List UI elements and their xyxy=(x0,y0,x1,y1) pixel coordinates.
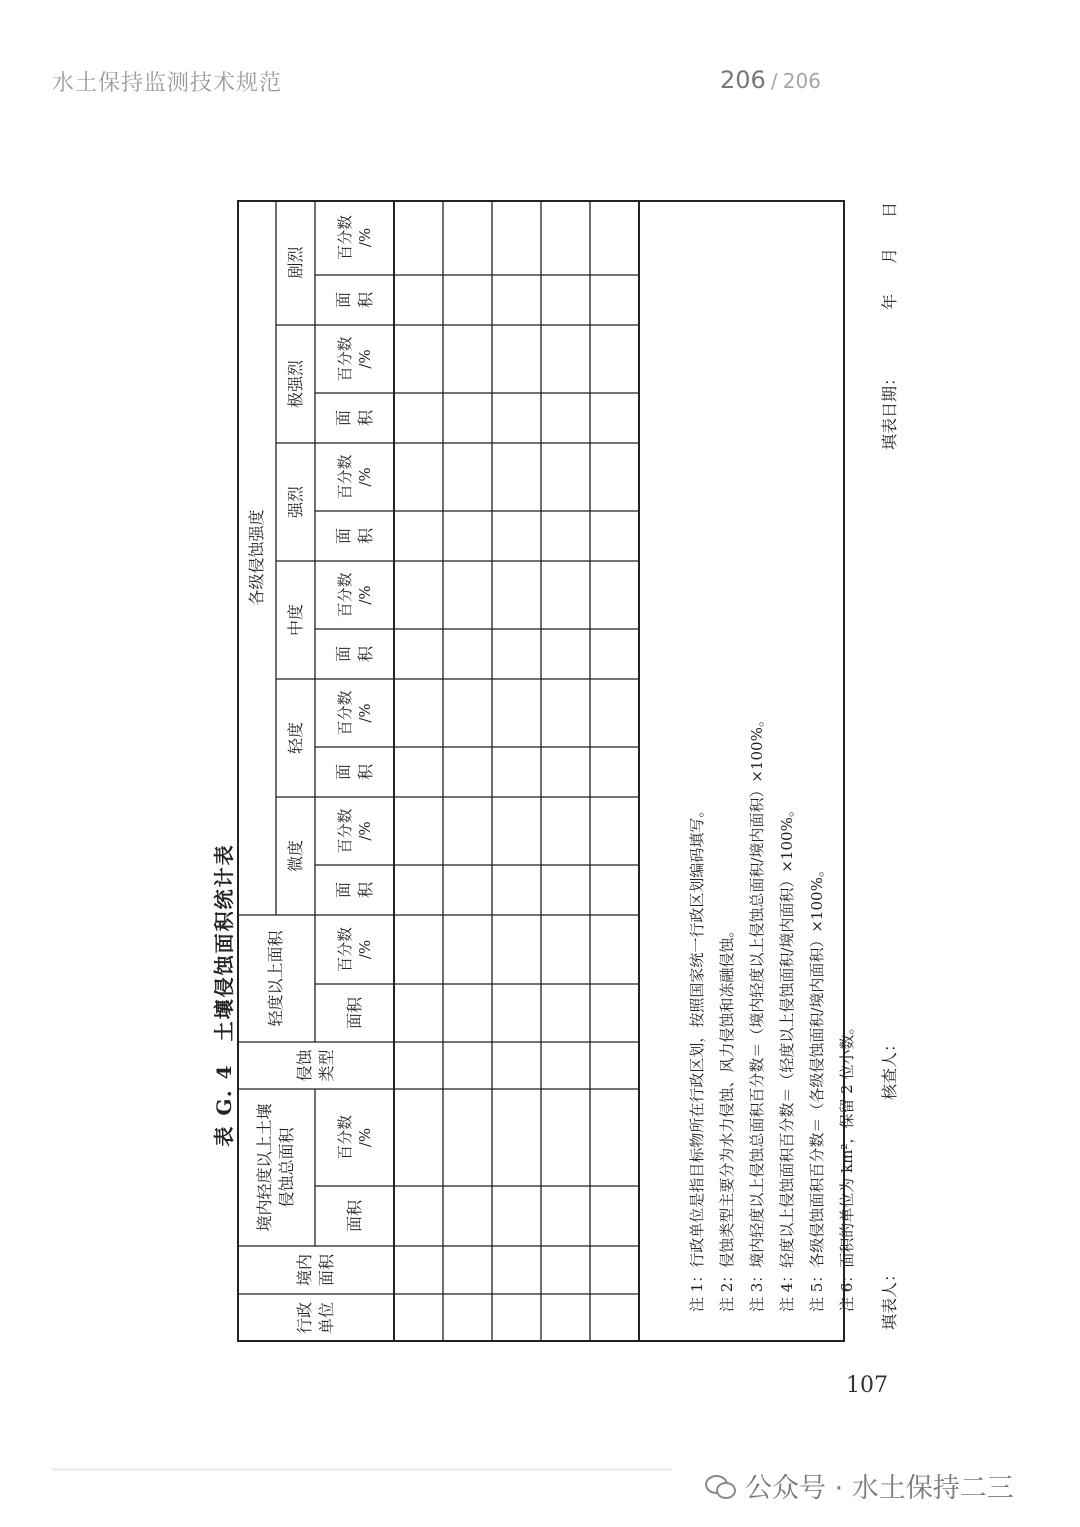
header-area: 面积 xyxy=(333,292,375,309)
header-area: 面积 xyxy=(333,528,375,545)
note-1: 注 1：行政单位是指目标物所在行政区划，按照国家统一行政区划编码填写。 xyxy=(688,802,706,1312)
header-area: 面积 xyxy=(333,882,375,899)
table-title: 表 G. 4土壤侵蚀面积统计表 xyxy=(212,843,236,1147)
rotated-page xyxy=(180,200,910,1350)
year-label: 年 xyxy=(880,293,899,310)
footer-divider xyxy=(52,1468,672,1471)
day-label: 日 xyxy=(880,201,899,218)
current-page: 206 xyxy=(720,66,766,94)
header-level-very-intense: 极强烈 xyxy=(285,360,305,409)
page-separator: / xyxy=(770,69,778,93)
checker-label: 核查人： xyxy=(880,1035,899,1100)
document-title: 水土保持监测技术规范 xyxy=(52,71,283,96)
header-percent: 百分数 /% xyxy=(335,1115,374,1161)
header-level-severe: 剧烈 xyxy=(285,246,305,279)
table-notes xyxy=(682,712,862,1312)
header-level-mild: 轻度 xyxy=(285,722,305,755)
header-above-mild: 轻度以上面积 xyxy=(266,930,285,1027)
note-5: 注 5：各级侵蚀面积百分数＝（各级侵蚀面积/境内面积）×100%。 xyxy=(808,862,826,1312)
header-level-moderate: 中度 xyxy=(285,604,305,637)
note-2: 注 2：侵蚀类型主要分为水力侵蚀、风力侵蚀和冻融侵蚀。 xyxy=(718,922,736,1312)
header-level-intense: 强烈 xyxy=(285,486,305,519)
month-label: 月 xyxy=(880,247,899,264)
header-percent: 百分数 /% xyxy=(335,454,374,500)
header-level-slight: 微度 xyxy=(285,840,305,873)
header-erosion-type: 侵蚀类型 xyxy=(294,1049,336,1082)
note-6: 注 6：面积的单位为 km²，保留 2 位小数。 xyxy=(838,1019,856,1312)
header-percent: 百分数 /% xyxy=(335,572,374,618)
header-area: 面积 xyxy=(344,1200,364,1233)
watermark-text: 公众号 · 水土保持二三 xyxy=(745,1473,1014,1504)
total-pages: 206 xyxy=(782,69,821,93)
header-area-in-boundary: 境内面积 xyxy=(294,1254,336,1287)
note-4: 注 4：轻度以上侵蚀面积百分数＝（轻度以上侵蚀面积/境内面积）×100%。 xyxy=(778,802,796,1312)
header-percent: 百分数 /% xyxy=(335,215,374,261)
book-page-number: 107 xyxy=(846,1373,888,1398)
header-area: 面积 xyxy=(344,997,364,1030)
header-total-erosion: 境内轻度以上土壤侵蚀总面积 xyxy=(255,1103,296,1232)
page-counter xyxy=(720,66,821,94)
header-area: 面积 xyxy=(333,764,375,781)
header-admin-unit: 行政单位 xyxy=(294,1302,336,1335)
filler-label: 填表人： xyxy=(880,1265,899,1330)
erosion-area-table xyxy=(237,200,856,1342)
note-3: 注 3：境内轻度以上侵蚀总面积百分数＝（境内轻度以上侵蚀总面积/境内面积）×100%。 xyxy=(748,712,766,1312)
watermark xyxy=(705,1466,1014,1505)
header-percent: 百分数 /% xyxy=(335,690,374,736)
header-percent: 百分数 /% xyxy=(335,808,374,854)
header-intensity-group: 各级侵蚀强度 xyxy=(246,509,266,606)
date-label: 填表日期： xyxy=(880,369,899,450)
header-percent: 百分数 /% xyxy=(335,336,374,382)
header-area: 面积 xyxy=(333,410,375,427)
header-area: 面积 xyxy=(333,646,375,663)
header-percent: 百分数 /% xyxy=(335,927,374,973)
wechat-icon xyxy=(705,1473,735,1499)
date-field xyxy=(877,202,900,450)
